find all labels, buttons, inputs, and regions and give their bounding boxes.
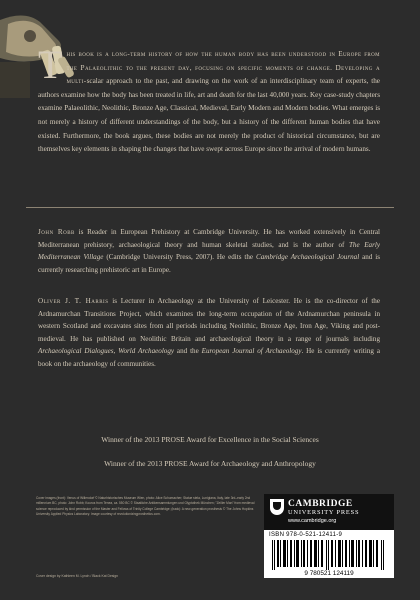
author-bio-harris	[38, 295, 380, 371]
bio-text: (Cambridge University Press, 2007). He edits the	[103, 253, 256, 262]
publisher-block	[264, 494, 394, 578]
bio-text: is Reader in European Prehistory at Cambridge University. He has worked extensively in Central Mediterranean prehistory, archaeological theory and human skeletal studies, and is the author of	[38, 228, 380, 249]
bio-text: and is currently researching prehistoric art in Europe.	[38, 253, 380, 274]
bio-title: Archaeological Dialogues, World Archaeology	[38, 347, 175, 356]
publisher-logo-band	[264, 494, 394, 530]
author-name: Oliver J. T. Harris	[38, 297, 109, 305]
section-divider	[26, 207, 394, 208]
bio-text: is Lecturer in Archaeology at the University of Leicester. He is the co-director of the Ardnamurchan Transitions Project, which examines the long-term occupation of the Ardnamurchan peninsula in western Scotland and excavates sites from all periods including Neolithic, Bronze Age, Iron Age, Viking and post-medieval. He has published on Neolithic Britain and archaeological theory in a range of journals including	[38, 297, 380, 343]
bio-text: . He is currently writing a book on the archaeology of communities.	[38, 347, 380, 368]
bio-title: The Early Mediterranean Village	[38, 240, 380, 262]
award-line: Winner of the 2013 PROSE Award for Excellence in the Social Sciences	[101, 435, 319, 444]
barcode-icon	[270, 540, 388, 570]
description-body: scalar approach to the past, and drawing on the work of an interdisciplinary team of experts, the authors examine how the body has been treated in life, art and death for the last 40,000 years. Key case-study chapters examine Palaeolithic, Neolithic, Bronze Age, Classical, Medieval, Early Modern and Modern bodies. What emerges is not merely a history of different understandings of the body, but a history of the different human bodies that have existed. Furthermore, the book argues, these bodies are not merely the product of historical circumstance, but are themselves key elements in shaping the changes that have swept across Europe since the arrival of modern humans.	[38, 77, 380, 154]
cambridge-shield-icon	[270, 499, 284, 515]
barcode-number: 9 780521 124119	[304, 570, 354, 577]
isbn-label: ISBN 978-0-521-12411-9	[269, 532, 343, 538]
description-lead: his book is a long-term history of how the human body has been understood in Europe from the Palaeolithic to the present day, focusing on specific moments of change. Developing a multi-	[66, 50, 380, 86]
design-credit: Cover design by Kathleen M. Lynch / Black Kat Design	[36, 574, 119, 578]
award-line: Winner of the 2013 PROSE Award for Archaeology and Anthropology	[104, 459, 316, 468]
bio-title: Cambridge Archaeological Journal	[256, 253, 360, 262]
publisher-press: UNIVERSITY PRESS	[288, 509, 360, 516]
image-credits: Cover images (front): Venus of Willendorf © Naturhistorisches Museum Wien, photo: Alice Schumacher; Statue stela, Lunigiana, Italy, late 3rd–early 2nd millennium BC, photo: John Robb; Kouros from Tenea, ca. 550 BC © Staatliche Antikensammlungen und Glyptothek München; "Zeiller Man" from medieval science reproduced by kind permission of the Master and Fellows of Trinity College Cambridge; (back): A new-generation prosthesis © The Johns Hopkins University Applied Physics Laboratory. Image courtesy of revolutionizingprosthetics.com.	[36, 496, 255, 517]
book-description	[38, 42, 380, 157]
publisher-name: CAMBRIDGE	[288, 499, 353, 509]
author-bio-robb	[38, 226, 380, 276]
drop-cap: T	[38, 42, 63, 87]
publisher-url: www.cambridge.org	[288, 518, 337, 524]
bio-text: and the	[174, 347, 202, 356]
author-name: John Robb	[38, 228, 75, 236]
bio-title: European Journal of Archaeology	[201, 347, 302, 356]
